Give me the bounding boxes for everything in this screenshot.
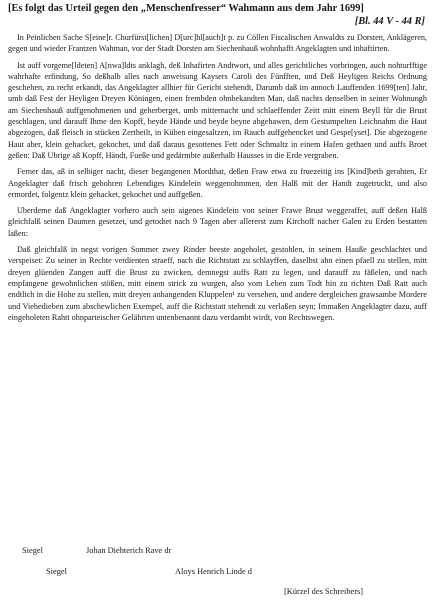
- document-title: [Es folgt das Urteil gegen den „Menschenfresser“ Wahmann aus dem Jahr 1699]: [8, 3, 364, 14]
- seal-label-1: Siegel: [22, 546, 43, 555]
- paragraph-5: Daß gleichfalß in negst vorigen Sommer zwey Rinder beeste angeholet, gestohlen, in seinem Hauße geschlachtet und verspeiset: Zu seiner in Rechte verdienten straeff, nach die Richtstatt zu schlayffen, daselbst ahn einen pfaell zu stellen, mitt dreyen glüenden Zangen auff die Brust zu zwicken, demnegst auffs Ratt zu legen, und darauff zu fäßelen, und nach empfangene gewohnlichen stößen, mitt einem strick zu wurgen, also vom Leben zum Todt hin zu richten Daß Ratt auch endtlich in die Hohe zu stellen, mitt dreyen anhangenden Kluppelen¹ zu versehen, und andere dergleichen grawsambe Mordere und Viehedieben zum abschewlichen Exempel, auff die Richtstatt stehendt zu verlaßen seyn; Immaßen Angeklagter dazu, auff eingeholeten Rahtt ohnparteischer Gelährten untenbenannt dazu verdambt wirdt, von Rechtswegen.: [8, 245, 427, 322]
- paragraph-4: Uberdeme daß Angeklagter vorhero auch sein aigenes Kindelein von seiner Frawe Brust weggeraffet, auff deßen Halß gleichfalß seinen Daumen gesetzet, und getodtet nach 9 Tagen aber allererst zum Kirchoff nacher Galen zu Erden bestatten laßen:: [8, 206, 427, 238]
- paragraph-1: In Peinlichen Sache S[eine]r. Churfürst[lichen] D[urc]hl[auch]t p. zu Cöllen Fiscalischen Anwaldts zu Dorsten, Anklägeren, gegen und wieder Frantzen Wahman, vor der Stadt Dorsten am Siechenhauß wohnhafft Angeklagten und inhaftirten.: [8, 33, 427, 54]
- seal-label-2: Siegel: [46, 567, 67, 576]
- folio-reference: [Bl. 44 V - 44 R]: [354, 16, 425, 27]
- signature-linde: Aloys Henrich Linde d: [175, 567, 252, 576]
- scribe-initials: [Kürzel des Schreibers]: [284, 587, 364, 596]
- paragraph-2: Ist auff vorgeme[ldeten] A[nwa]ldts anklagh, deß Inhafirten Andtwort, und alles gerichtliches vorbringen, auch nohturfftige wahrhafte erfindung, So deßhalb alles nach anweisung Kaysers Caroli des Fünfften, und Deß Heyligen Reichs Ordnung geschehen, zu recht erkandt, das Angeklagter allhier für Gericht stehendt, Darumb daß im annoch Lauffenden 1699[ten] Jahr, umb daß Fest der Heyligen Dreyen Köningen, einen frembden ohnbekandten Man, daß nachts denselben in seiner Wohnungh am Siechenhauß auffgenohmenen und geherberget, umb mitternacht und schlaeffender Zeitt mitt einem Beyll für die Brust geschlagen, und darauff Ihme den Kopff, beyde Hände und beyde beyne abgehawen, dem Gestumpelten Leichnahm die Haut abgezogen, daß fleisch in stücken Zertheilt, in Küben eingesaltzen, im Rauch auffgehencket und Gespe[yset]. Die abgezogene Haut aber, klein gehacket, gekochet, und daß daraus gesottenes Fett oder Schmaltz in einem Hafen gethaen und auffs Broet geßen: Daß Ubrige aß Kopff, Händt, Fueße und gedärmbte außerhalb Hausses in die Erde vergraben.: [8, 60, 427, 160]
- paragraph-3: Ferner das, aß in selbiger nacht, dieser begangenen Mordthat, deßen Fraw etwa zu fruezeitig ins [Kind]beth gerahten, Er Angeklagter daß frisch gebohren Lebendiges Kindelein weggenohmmen, den Halß mit der Handt zugetruckt, und also ermordet, folgentz klein gehacket, gekochet und auffgeßen.: [8, 167, 427, 199]
- signature-rave: Johan Diehterich Rave dr: [86, 546, 172, 555]
